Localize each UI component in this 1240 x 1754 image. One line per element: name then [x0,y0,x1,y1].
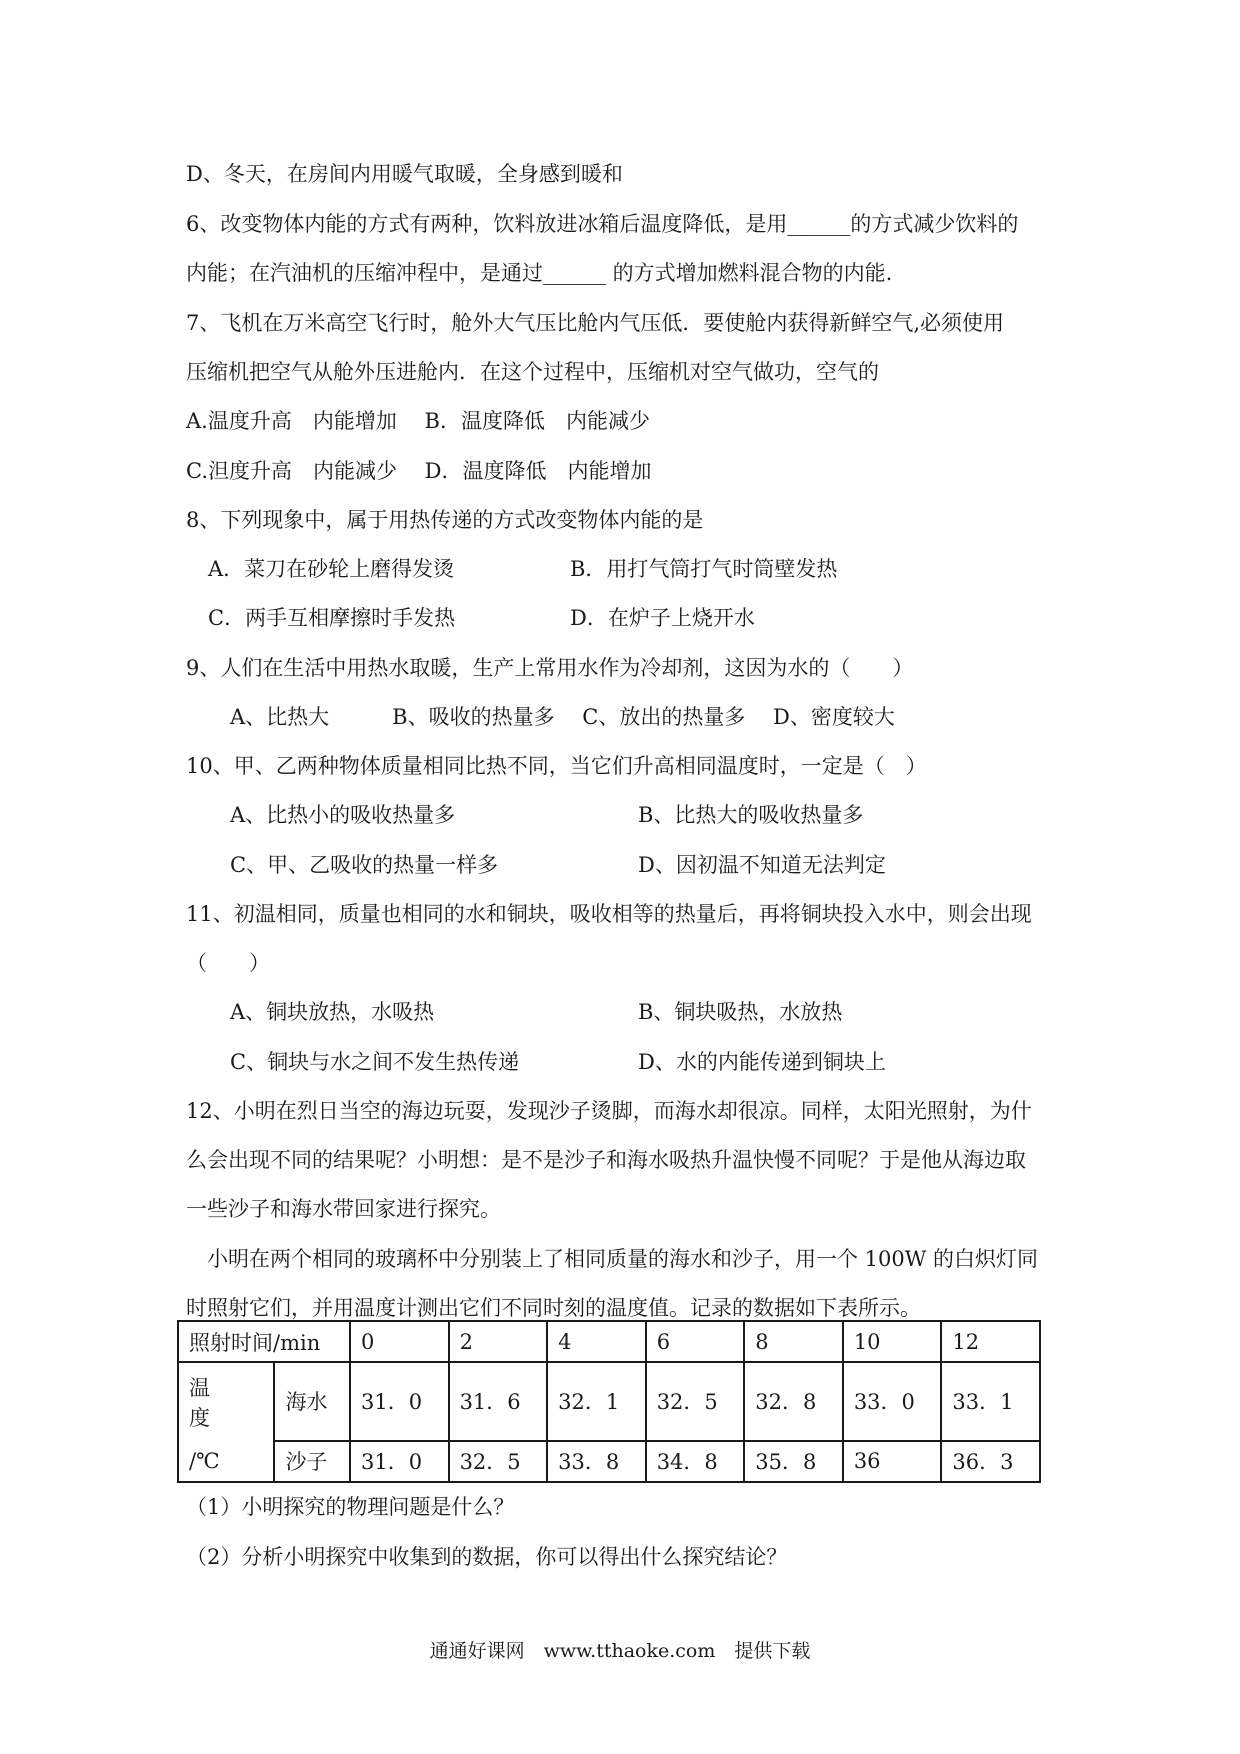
footer-credit: 通通好课网 www.tthaoke.com 提供下载 [429,1640,811,1662]
table-header-unit: /℃ [178,1441,274,1482]
table-cell: 33．1 [941,1362,1040,1441]
q5-option-d: D、冬天，在房间内用暖气取暖，全身感到暖和 [186,162,623,186]
table-cell: 34．8 [646,1441,745,1482]
table-cell: 2 [449,1321,548,1362]
q12-line-2: 么会出现不同的结果呢？小明想：是不是沙子和海水吸热升温快慢不同呢？于是他从海边取 [186,1148,1026,1172]
q12-sub-question-1: （1）小明探究的物理问题是什么？ [186,1495,515,1519]
q12-line-5: 时照射它们，并用温度计测出它们不同时刻的温度值。记录的数据如下表所示。 [186,1296,921,1320]
table-cell: 8 [744,1321,843,1362]
q7-line-2: 压缩机把空气从舱外压进舱内．在这个过程中，压缩机对空气做功，空气的 [186,360,879,384]
table-cell: 0 [350,1321,449,1362]
table-cell: 36．3 [941,1441,1040,1482]
table-cell: 35．8 [744,1441,843,1482]
q7-options-cd: C.泹度升高 内能减少 D．温度降低 内能增加 [186,459,652,483]
q10-option-d: D、因初温不知道无法判定 [638,853,886,877]
q8-stem: 8、下列现象中，属于用热传递的方式改变物体内能的是 [186,508,704,532]
q10-stem: 10、甲、乙两种物体质量相同比热不同，当它们升高相同温度时，一定是（ ） [186,754,927,778]
table-header-temperature: 温 度 [178,1362,274,1441]
table-cell: 33．0 [843,1362,942,1441]
q10-option-a: A、比热小的吸收热量多 [230,803,456,827]
table-header-time: 照射时间/min [178,1321,350,1362]
q11-option-a: A、铜块放热，水吸热 [230,1000,435,1024]
table-cell: 6 [646,1321,745,1362]
table-row [178,1441,1040,1482]
table-row [178,1321,1040,1362]
q7-options-ab: A.温度升高 内能增加 B．温度降低 内能减少 [186,409,650,433]
q12-line-3: 一些沙子和海水带回家进行探究。 [186,1197,501,1221]
q6-line-2: 内能；在汽油机的压缩冲程中，是通过______ 的方式增加燃料混合物的内能. [186,261,893,285]
q8-option-d: D．在炉子上烧开水 [570,606,755,630]
table-row [178,1362,1040,1441]
table-row-label-sand: 沙子 [274,1441,350,1482]
table-cell: 31．0 [350,1441,449,1482]
q10-option-b: B、比热大的吸收热量多 [638,803,864,827]
q11-option-b: B、铜块吸热，水放热 [638,1000,843,1024]
table-cell: 32．5 [646,1362,745,1441]
q12-line-1: 12、小明在烈日当空的海边玩耍，发现沙子烫脚，而海水却很凉。同样，太阳光照射，为什 [186,1099,1032,1123]
table-row-label-sea: 海水 [274,1362,350,1441]
temperature-table [177,1320,1041,1483]
q11-option-c: C、铜块与水之间不发生热传递 [230,1050,520,1074]
table-cell: 32．1 [547,1362,646,1441]
table-cell: 36 [843,1441,942,1482]
q9-stem: 9、人们在生活中用热水取暖，生产上常用水作为冷却剂，这因为水的（ ） [186,656,914,680]
q8-option-b: B．用打气筒打气时筒壁发热 [570,557,838,581]
q11-answer-paren: （ ） [186,951,270,975]
q12-line-4: 小明在两个相同的玻璃杯中分别装上了相同质量的海水和沙子，用一个 100W 的白炽灯同 [186,1247,1039,1271]
q8-option-a: A．菜刀在砂轮上磨得发烫 [208,557,455,581]
q9-options: A、比热大 B、吸收的热量多 C、放出的热量多 D、密度较大 [230,705,895,729]
table-cell: 12 [941,1321,1040,1362]
q8-option-c: C．两手互相摩擦时手发热 [208,606,456,630]
q10-option-c: C、甲、乙吸收的热量一样多 [230,853,499,877]
table-cell: 10 [843,1321,942,1362]
q12-sub-question-2: （2）分析小明探究中收集到的数据，你可以得出什么探究结论？ [186,1545,788,1569]
table-cell: 4 [547,1321,646,1362]
table-cell: 31．6 [449,1362,548,1441]
q11-option-d: D、水的内能传递到铜块上 [638,1050,886,1074]
q7-line-1: 7、飞机在万米高空飞行时，舱外大气压比舱内气压低．要使舱内获得新鲜空气,必须使用 [186,311,1005,335]
table-cell: 33．8 [547,1441,646,1482]
q6-line-1: 6、改变物体内能的方式有两种，饮料放进冰箱后温度降低，是用______的方式减少饮料的 [186,212,1019,236]
table-cell: 31．0 [350,1362,449,1441]
table-cell: 32．8 [744,1362,843,1441]
table-cell: 32．5 [449,1441,548,1482]
q11-stem: 11、初温相同，质量也相同的水和铜块，吸收相等的热量后，再将铜块投入水中，则会出现 [186,902,1032,926]
